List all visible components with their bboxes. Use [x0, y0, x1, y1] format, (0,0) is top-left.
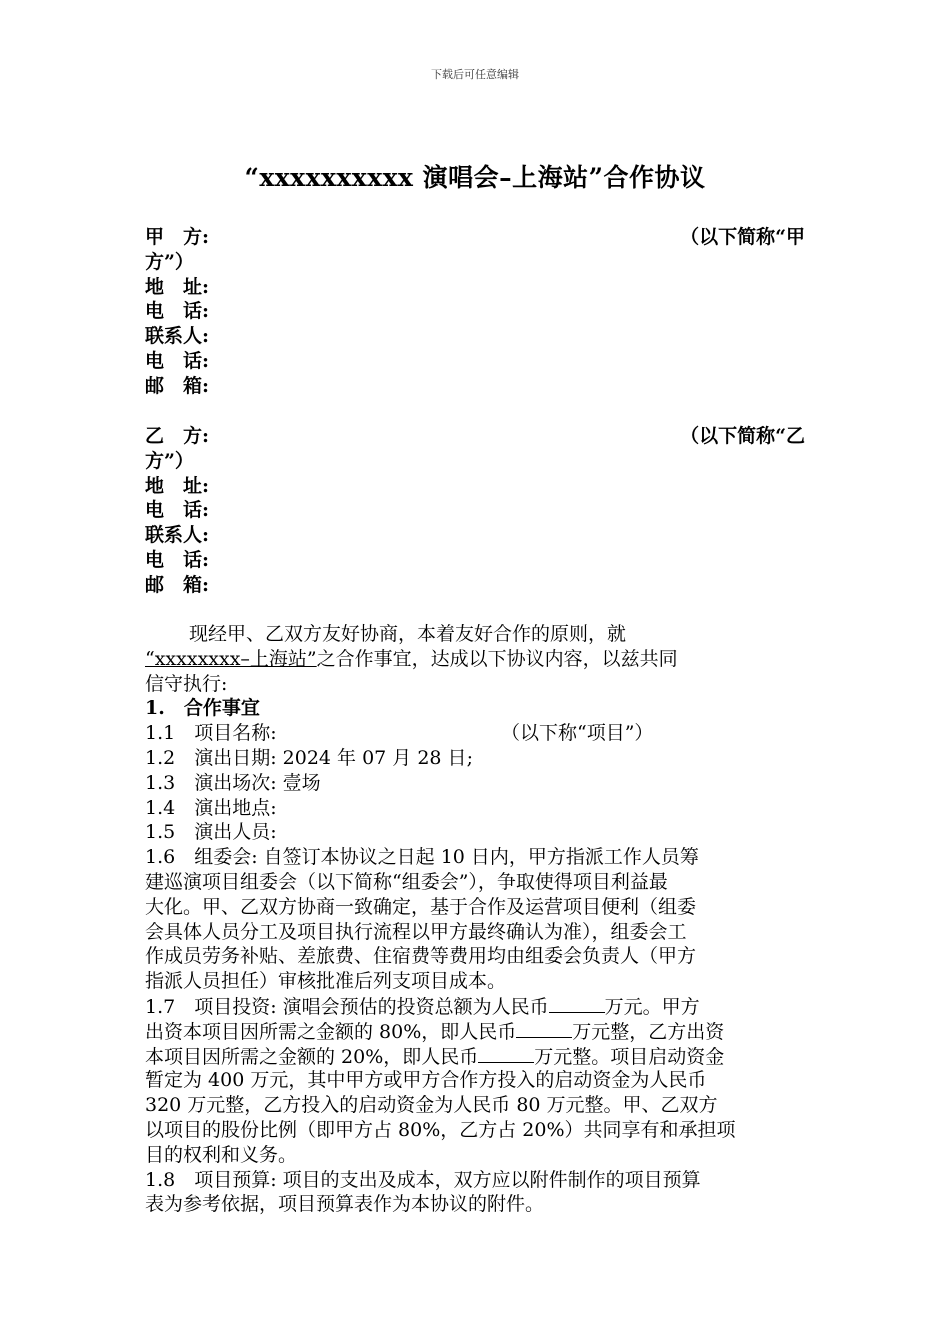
- party-a-address: 地 址:: [145, 275, 210, 298]
- item-1-7-line-3: [145, 1044, 805, 1069]
- section-1-heading: 1. 合作事宜: [145, 697, 260, 720]
- party-b-label: 乙 方:: [145, 425, 210, 447]
- intro-line-2-rest: 之合作事宜，达成以下协议内容，以兹共同: [316, 647, 678, 670]
- party-a-alias-wrap: 方”）: [145, 250, 194, 273]
- item-1-7-line: 320 万元整，乙方投入的启动资金为人民币 80 万元整。甲、乙双方: [145, 1094, 718, 1117]
- party-b-contact-phone: 电 话:: [145, 548, 210, 571]
- item-1-1-label: 1.1 项目名称:: [145, 722, 277, 745]
- item-1-7-text: 本项目因所需之金额的 20%，即人民币: [145, 1045, 479, 1068]
- party-b-email: 邮 箱:: [145, 573, 210, 596]
- party-b-alias-wrap: 方”）: [145, 449, 194, 472]
- party-b-phone: 电 话:: [145, 499, 210, 522]
- item-1-6-line: 会具体人员分工及项目执行流程以甲方最终确认为准），组委会工: [145, 920, 687, 943]
- party-a-contact: 联系人:: [145, 325, 210, 348]
- intro-line-2: [145, 647, 805, 672]
- item-1-3: 1.3 演出场次: 壹场: [145, 771, 321, 794]
- document-title: “xxxxxxxxxx 演唱会–上海站”合作协议: [244, 163, 706, 192]
- item-1-7-line-2: [145, 1019, 805, 1044]
- page-header-note: 下载后可任意编辑: [431, 68, 519, 81]
- item-1-7-line: 目的权利和义务。: [145, 1143, 298, 1166]
- party-b-block: [145, 424, 805, 598]
- party-b-address: 地 址:: [145, 474, 210, 497]
- item-1-8-line: 表为参考依据，项目预算表作为本协议的附件。: [145, 1193, 545, 1216]
- amount-blank-total: [549, 994, 605, 1013]
- item-1-6-line: 指派人员担任）审核批准后列支项目成本。: [145, 970, 507, 993]
- party-a-block: [145, 225, 805, 399]
- item-1-7-line: 以项目的股份比例（即甲方占 80%，乙方占 20%）共同享有和承担项: [145, 1118, 736, 1141]
- agreement-body: [145, 622, 805, 1217]
- item-1-2: 1.2 演出日期: 2024 年 07 月 28 日;: [145, 746, 473, 769]
- item-1-1-alias: （以下称“项目”）: [501, 722, 654, 745]
- item-1-7-text: 出资本项目因所需之金额的 80%，即人民币: [145, 1020, 517, 1043]
- party-a-phone: 电 话:: [145, 300, 210, 323]
- item-1-7-line-1: [145, 994, 805, 1019]
- amount-blank-party-b: [478, 1044, 534, 1063]
- item-1-6-line: 1.6 组委会: 自签订本协议之日起 10 日内，甲方指派工作人员筹: [145, 846, 699, 869]
- item-1-6-line: 大化。甲、乙双方协商一致确定，基于合作及运营项目便利（组委: [145, 895, 697, 918]
- party-a-label: 甲 方:: [145, 226, 210, 248]
- item-1-7-text: 1.7 项目投资: 演唱会预估的投资总额为人民币: [145, 995, 549, 1018]
- item-1-5: 1.5 演出人员:: [145, 821, 277, 844]
- item-1-7-text: 万元整，乙方出资: [572, 1020, 725, 1043]
- item-1-6-line: 建巡演项目组委会（以下简称“组委会”），争取使得项目利益最: [145, 870, 668, 893]
- party-a-alias: （以下简称“甲: [680, 226, 805, 248]
- item-1-7-text: 万元整。项目启动资金: [534, 1045, 725, 1068]
- item-1-7-line: 暂定为 400 万元，其中甲方或甲方合作方投入的启动资金为人民币: [145, 1069, 707, 1092]
- party-b-alias: （以下简称“乙: [680, 425, 805, 447]
- item-1-7-text: 万元。甲方: [604, 995, 700, 1018]
- item-1-6-line: 作成员劳务补贴、差旅费、住宿费等费用均由组委会负责人（甲方: [145, 945, 697, 968]
- party-b-contact: 联系人:: [145, 524, 210, 547]
- item-1-8-line: 1.8 项目预算: 项目的支出及成本，双方应以附件制作的项目预算: [145, 1168, 701, 1191]
- item-1-1: [145, 721, 805, 746]
- intro-line-1: 现经甲、乙双方友好协商，本着友好合作的原则，就: [189, 623, 627, 645]
- item-1-4: 1.4 演出地点:: [145, 796, 277, 819]
- party-a-contact-phone: 电 话:: [145, 349, 210, 372]
- intro-line-3: 信守执行:: [145, 672, 228, 695]
- project-name-underlined: “xxxxxxxx–上海站”: [145, 647, 317, 670]
- party-a-email: 邮 箱:: [145, 374, 210, 397]
- amount-blank-party-a: [516, 1019, 572, 1038]
